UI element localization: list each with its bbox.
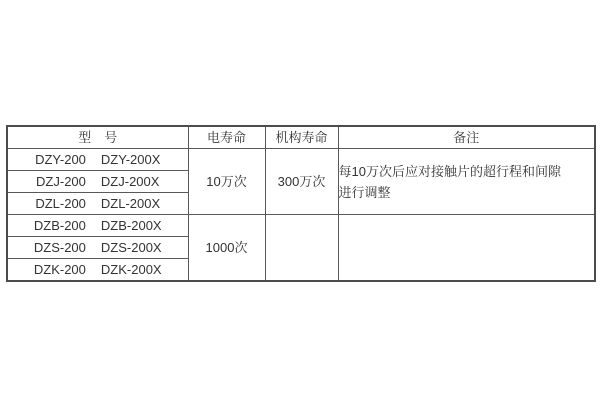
spec-table: [6, 125, 596, 282]
model-cell-dzk: [7, 259, 188, 282]
header-remark: 备注: [338, 126, 595, 149]
model-pair: [8, 259, 188, 280]
table-header-row: [7, 126, 595, 149]
model-pair: [8, 171, 188, 192]
model-cell-dzl: [7, 193, 188, 215]
model-cell-dzy: [7, 149, 188, 171]
header-mechanism-life: 机构寿命: [265, 126, 338, 149]
model-variant: DZK-200X: [100, 262, 162, 277]
model-base: DZJ-200: [36, 174, 86, 189]
model-variant: DZS-200X: [100, 240, 162, 255]
model-pair: [8, 215, 188, 236]
model-variant: DZY-200X: [100, 152, 161, 167]
remark-group1-cell: [338, 149, 595, 215]
model-variant: DZL-200X: [100, 196, 161, 211]
model-cell-dzb: [7, 215, 188, 237]
model-base: DZY-200: [35, 152, 86, 167]
model-base: DZK-200: [33, 262, 86, 277]
model-base: DZB-200: [33, 218, 86, 233]
table-row-dzb: [7, 215, 595, 237]
mechanism-life-group2-cell: [265, 215, 338, 282]
model-variant: DZJ-200X: [100, 174, 160, 189]
remark-line-2: 进行调整: [338, 184, 391, 200]
remark-group2-cell: [338, 215, 595, 282]
header-model: 型 号: [7, 126, 188, 149]
model-base: DZS-200: [33, 240, 86, 255]
model-variant: DZB-200X: [100, 218, 162, 233]
table-row-dzy: [7, 149, 595, 171]
electrical-life-group1-cell: 10万次: [188, 149, 265, 215]
model-cell-dzs: [7, 237, 188, 259]
electrical-life-group2-cell: 1000次: [188, 215, 265, 282]
model-pair: [8, 149, 188, 170]
model-base: DZL-200: [35, 196, 86, 211]
remark-line-1: 每10万次后应对接触片的超行程和间隙: [338, 163, 561, 179]
model-pair: [8, 193, 188, 214]
model-pair: [8, 237, 188, 258]
model-cell-dzj: [7, 171, 188, 193]
header-electrical-life: 电寿命: [188, 126, 265, 149]
mechanism-life-group1-cell: 300万次: [265, 149, 338, 215]
